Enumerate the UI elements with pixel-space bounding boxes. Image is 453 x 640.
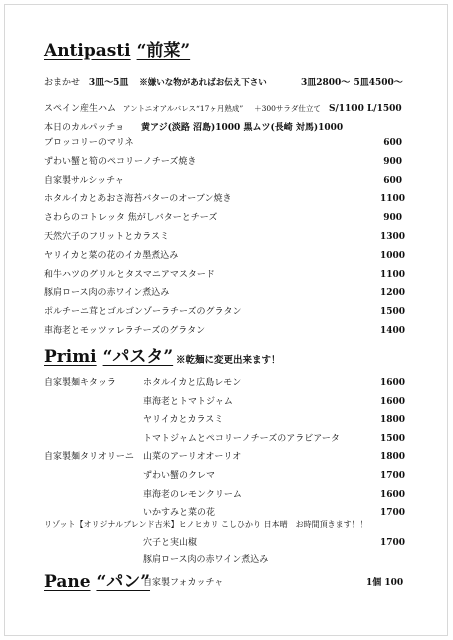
menu-item-price: 1400 bbox=[380, 326, 406, 336]
menu-item-price: 1100 bbox=[380, 269, 406, 280]
menu-item-name: ブロッコリーのマリネ bbox=[44, 138, 134, 148]
menu-item-name: ポルチーニ茸とゴルゴンゾーラチーズのグラタン bbox=[44, 307, 242, 318]
pane-item: 自家製フォカッチャ bbox=[143, 578, 224, 588]
risotto-item-row bbox=[0, 536, 453, 550]
pasta-item-row bbox=[0, 488, 453, 502]
antipasti-heading bbox=[44, 41, 190, 61]
pasta-price: 1600 bbox=[380, 396, 406, 407]
omakase-prices: 3皿2800～ 5皿4500～ bbox=[301, 78, 403, 88]
menu-item-row bbox=[0, 286, 453, 300]
pasta-item-row bbox=[0, 450, 453, 464]
pasta-dish: いかすみと菜の花 bbox=[143, 508, 216, 519]
menu-item-row bbox=[0, 211, 453, 225]
menu-item-row bbox=[0, 174, 453, 188]
pasta-price: 1700 bbox=[380, 471, 406, 481]
menu-item-row bbox=[0, 249, 453, 263]
pasta-dish: ホタルイカと広島レモン bbox=[143, 378, 242, 388]
omakase-note: ※嫌いな物があればお伝え下さい bbox=[139, 78, 267, 88]
pasta-dish: トマトジャムとペコリーノチーズのアラビアータ bbox=[143, 433, 340, 444]
omakase-count: 3皿～5皿 bbox=[88, 78, 129, 88]
pasta-item-row bbox=[0, 469, 453, 483]
menu-item-price: 1200 bbox=[380, 288, 406, 299]
primi-note: ※乾麺に変更出来ます！ bbox=[176, 355, 281, 366]
risotto-item-row bbox=[0, 553, 453, 567]
pasta-category: 自家製麺キタッラ bbox=[44, 378, 116, 388]
menu-item-row bbox=[0, 268, 453, 282]
menu-item-name: 車海老とモッツァレラチーズのグラタン bbox=[44, 326, 206, 336]
menu-item-name: ホタルイカとあおさ海苔バターのオーブン焼き bbox=[44, 194, 232, 205]
pane-title-jp: “パン” bbox=[96, 572, 151, 592]
pasta-dish: ずわい蟹のクレマ bbox=[143, 471, 216, 481]
menu-item-price: 900 bbox=[383, 213, 402, 224]
antipasti-title: Antipasti bbox=[44, 41, 131, 61]
menu-item-row bbox=[0, 192, 453, 206]
pasta-item-row bbox=[0, 432, 453, 446]
prosciutto-price: S/1100 L/1500 bbox=[329, 104, 402, 114]
menu-item-row bbox=[0, 136, 453, 150]
menu-item-row bbox=[0, 324, 453, 338]
pasta-price: 1600 bbox=[380, 489, 406, 500]
primi-heading bbox=[44, 347, 173, 367]
pasta-item-row bbox=[0, 376, 453, 390]
pasta-dish: ヤリイカとカラスミ bbox=[143, 415, 224, 426]
menu-item-name: 天然穴子のフリットとカラスミ bbox=[44, 232, 170, 242]
risotto-dish: 豚肩ロース肉の赤ワイン煮込み bbox=[143, 555, 269, 565]
menu-item-price: 1300 bbox=[380, 232, 406, 242]
menu-item-row bbox=[0, 155, 453, 169]
prosciutto-detail: アントニオアルバレス“17ヶ月熟成” bbox=[122, 104, 244, 113]
pasta-price: 1600 bbox=[380, 378, 406, 388]
pasta-price: 1800 bbox=[380, 415, 406, 426]
menu-item-name: 豚肩ロース肉の赤ワイン煮込み bbox=[44, 288, 170, 299]
prosciutto-name: スペイン産生ハム bbox=[44, 104, 117, 114]
pasta-dish: 山菜のアーリオオーリオ bbox=[143, 452, 242, 463]
pasta-price: 1700 bbox=[380, 508, 406, 519]
antipasti-title-jp: “前菜” bbox=[136, 41, 191, 61]
menu-item-price: 1500 bbox=[380, 307, 406, 318]
pasta-price: 1800 bbox=[380, 452, 406, 463]
menu-item-name: 和牛ハツのグリルとタスマニアマスタード bbox=[44, 269, 215, 280]
prosciutto-row bbox=[44, 102, 321, 116]
omakase-label: おまかせ bbox=[44, 78, 81, 88]
pane-title: Pane bbox=[44, 572, 91, 592]
risotto-price: 1700 bbox=[380, 538, 406, 548]
pane-heading bbox=[44, 572, 150, 592]
menu-item-price: 600 bbox=[383, 175, 402, 186]
carpaccio-row bbox=[44, 121, 343, 135]
omakase-row bbox=[44, 76, 267, 90]
carpaccio-name: 本日のカルパッチョ bbox=[44, 123, 125, 133]
prosciutto-salad: ＋300サラダ仕立て bbox=[254, 104, 321, 113]
pane-price: 1個 100 bbox=[366, 578, 404, 588]
menu-item-price: 600 bbox=[383, 138, 402, 148]
menu-item-name: 自家製サルシッチャ bbox=[44, 175, 124, 186]
menu-item-price: 900 bbox=[383, 156, 402, 167]
menu-item-price: 1000 bbox=[380, 250, 406, 261]
pasta-dish: 車海老とトマトジャム bbox=[143, 396, 233, 407]
menu-item-price: 1100 bbox=[380, 194, 406, 205]
pasta-item-row bbox=[0, 413, 453, 427]
pasta-dish: 車海老のレモンクリーム bbox=[143, 489, 242, 500]
risotto-dish: 穴子と実山椒 bbox=[143, 538, 198, 548]
risotto-label: リゾット【オリジナルブレンド古米】ヒノヒカリ こしひかり 日本晴 お時間頂きます！！ bbox=[44, 520, 368, 529]
menu-item-name: さわらのコトレッタ 焦がしバターとチーズ bbox=[44, 213, 218, 224]
primi-title-jp: “パスタ” bbox=[102, 347, 174, 367]
carpaccio-detail: 黄アジ(淡路 沼島)1000 黒ムツ(長崎 対馬)1000 bbox=[140, 123, 344, 133]
menu-item-name: ずわい蟹と筍のペコリーノチーズ焼き bbox=[44, 156, 197, 167]
pasta-item-row bbox=[0, 395, 453, 409]
pasta-category: 自家製麺タリオリーニ bbox=[44, 452, 134, 463]
pasta-price: 1500 bbox=[380, 433, 406, 444]
menu-item-row bbox=[0, 230, 453, 244]
menu-item-name: ヤリイカと菜の花のイカ墨煮込み bbox=[44, 250, 179, 261]
primi-title: Primi bbox=[44, 347, 97, 367]
menu-item-row bbox=[0, 305, 453, 319]
